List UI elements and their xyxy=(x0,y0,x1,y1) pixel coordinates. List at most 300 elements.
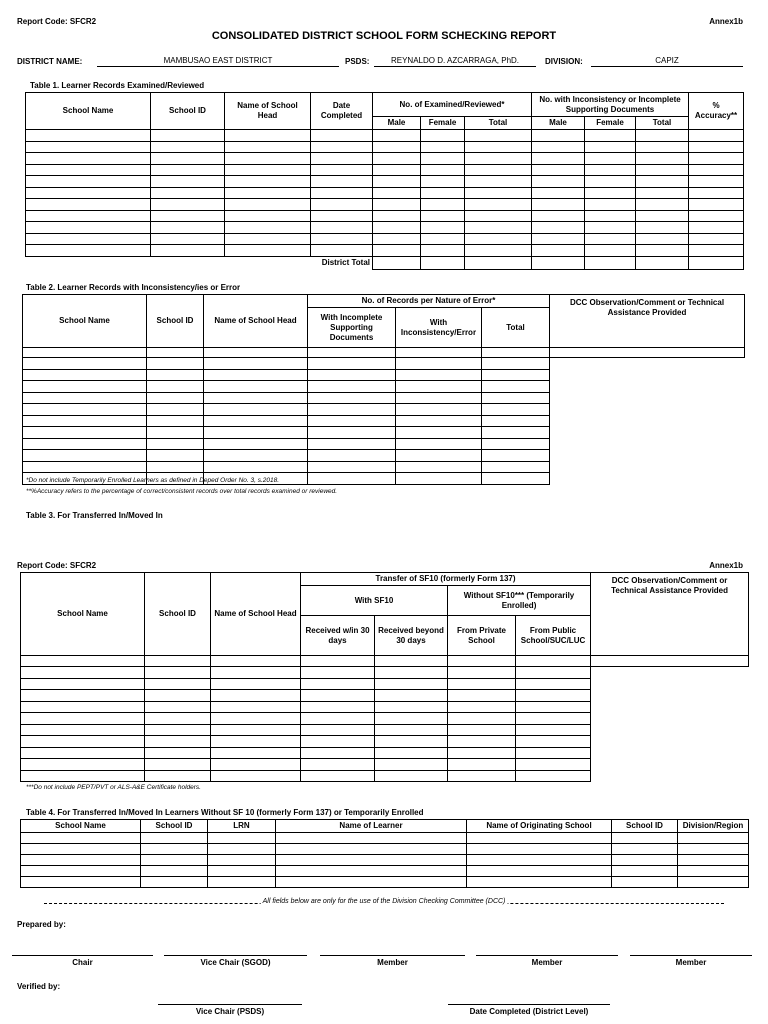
t2-cell[interactable] xyxy=(147,461,204,473)
t3-cell[interactable] xyxy=(301,736,375,748)
t3-cell[interactable] xyxy=(375,713,448,725)
t3-cell[interactable] xyxy=(211,678,301,690)
t1-cell[interactable] xyxy=(421,164,465,176)
t1-cell[interactable] xyxy=(585,130,636,142)
t1-cell[interactable] xyxy=(373,130,421,142)
t1-cell[interactable] xyxy=(373,153,421,165)
t2-cell[interactable] xyxy=(396,427,482,439)
t1-cell[interactable] xyxy=(532,233,585,245)
t1-cell[interactable] xyxy=(311,141,373,153)
t1-cell[interactable] xyxy=(421,245,465,257)
t1-cell[interactable] xyxy=(689,245,744,257)
t3-cell[interactable] xyxy=(145,678,211,690)
t2-cell[interactable] xyxy=(23,348,147,358)
t1-cell[interactable] xyxy=(373,187,421,199)
t1-cell[interactable] xyxy=(311,245,373,257)
t1-cell[interactable] xyxy=(151,141,225,153)
t1-cell[interactable] xyxy=(689,187,744,199)
t1-cell[interactable] xyxy=(421,153,465,165)
t2-cell[interactable] xyxy=(396,369,482,381)
t4-cell[interactable] xyxy=(678,866,749,877)
t1-cell[interactable] xyxy=(585,187,636,199)
t3-cell[interactable] xyxy=(516,736,591,748)
t3-cell[interactable] xyxy=(448,667,516,679)
t1-cell[interactable] xyxy=(532,187,585,199)
t2-cell[interactable] xyxy=(396,392,482,404)
t3-cell[interactable] xyxy=(516,713,591,725)
t1-cell[interactable] xyxy=(225,141,311,153)
t2-cell[interactable] xyxy=(308,450,396,462)
t1-cell[interactable] xyxy=(421,199,465,211)
t1-cell[interactable] xyxy=(532,130,585,142)
t1-cell[interactable] xyxy=(636,210,689,222)
t3-cell[interactable] xyxy=(211,713,301,725)
t2-cell[interactable] xyxy=(308,358,396,370)
t1-cell[interactable] xyxy=(26,141,151,153)
t3-cell[interactable] xyxy=(375,678,448,690)
t4-cell[interactable] xyxy=(678,833,749,844)
t1-cell[interactable] xyxy=(421,176,465,188)
t3-cell[interactable] xyxy=(301,724,375,736)
t1-cell[interactable] xyxy=(636,233,689,245)
t1-cell[interactable] xyxy=(26,222,151,234)
t2-cell[interactable] xyxy=(204,427,308,439)
t2-cell[interactable] xyxy=(308,427,396,439)
t3-cell[interactable] xyxy=(21,736,145,748)
t2-cell[interactable] xyxy=(23,415,147,427)
t2-cell[interactable] xyxy=(147,348,204,358)
t1-cell[interactable] xyxy=(465,153,532,165)
t3-cell[interactable] xyxy=(375,701,448,713)
t3-cell[interactable] xyxy=(145,713,211,725)
t2-cell[interactable] xyxy=(23,381,147,393)
t1-cell[interactable] xyxy=(465,199,532,211)
t3-dcc-cell[interactable] xyxy=(591,656,749,667)
t2-cell[interactable] xyxy=(308,473,396,485)
t1-cell[interactable] xyxy=(465,176,532,188)
t2-cell[interactable] xyxy=(308,461,396,473)
t3-cell[interactable] xyxy=(301,770,375,782)
t3-cell[interactable] xyxy=(211,724,301,736)
t2-cell[interactable] xyxy=(147,358,204,370)
t4-cell[interactable] xyxy=(141,866,208,877)
t1-cell[interactable] xyxy=(636,153,689,165)
t3-cell[interactable] xyxy=(516,759,591,771)
t1-cell[interactable] xyxy=(151,222,225,234)
t1-cell[interactable] xyxy=(151,245,225,257)
t4-cell[interactable] xyxy=(612,844,678,855)
t1-cell[interactable] xyxy=(421,210,465,222)
t2-cell[interactable] xyxy=(147,381,204,393)
t2-cell[interactable] xyxy=(308,438,396,450)
t4-cell[interactable] xyxy=(612,866,678,877)
t3-cell[interactable] xyxy=(516,747,591,759)
t4-cell[interactable] xyxy=(467,844,612,855)
t3-cell[interactable] xyxy=(301,701,375,713)
t1-cell[interactable] xyxy=(689,176,744,188)
t1-cell[interactable] xyxy=(532,199,585,211)
t3-cell[interactable] xyxy=(145,690,211,702)
t1-cell[interactable] xyxy=(373,233,421,245)
t3-cell[interactable] xyxy=(448,656,516,667)
t1-cell[interactable] xyxy=(421,141,465,153)
t2-cell[interactable] xyxy=(396,450,482,462)
t1-cell[interactable] xyxy=(636,222,689,234)
t1-cell[interactable] xyxy=(532,141,585,153)
t1-cell[interactable] xyxy=(689,130,744,142)
t1-cell[interactable] xyxy=(26,210,151,222)
t3-cell[interactable] xyxy=(516,667,591,679)
t3-cell[interactable] xyxy=(145,667,211,679)
t2-cell[interactable] xyxy=(204,348,308,358)
t1-cell[interactable] xyxy=(373,222,421,234)
t1-cell[interactable] xyxy=(26,245,151,257)
t3-cell[interactable] xyxy=(211,701,301,713)
t1-cell[interactable] xyxy=(465,187,532,199)
t3-cell[interactable] xyxy=(301,747,375,759)
t2-cell[interactable] xyxy=(482,348,550,358)
t1-cell[interactable] xyxy=(373,245,421,257)
t1-cell[interactable] xyxy=(636,187,689,199)
t3-cell[interactable] xyxy=(375,736,448,748)
t2-cell[interactable] xyxy=(147,438,204,450)
t1-cell[interactable] xyxy=(465,164,532,176)
t2-cell[interactable] xyxy=(308,381,396,393)
t4-cell[interactable] xyxy=(141,833,208,844)
t3-cell[interactable] xyxy=(145,759,211,771)
t1-cell[interactable] xyxy=(151,130,225,142)
t1-total-cell[interactable] xyxy=(421,256,465,269)
t1-cell[interactable] xyxy=(373,176,421,188)
t3-cell[interactable] xyxy=(145,656,211,667)
t3-cell[interactable] xyxy=(516,656,591,667)
t3-cell[interactable] xyxy=(301,759,375,771)
t2-cell[interactable] xyxy=(147,450,204,462)
t1-cell[interactable] xyxy=(151,199,225,211)
t3-cell[interactable] xyxy=(448,770,516,782)
t3-cell[interactable] xyxy=(301,690,375,702)
t1-cell[interactable] xyxy=(585,176,636,188)
t3-cell[interactable] xyxy=(516,701,591,713)
t3-cell[interactable] xyxy=(145,770,211,782)
t1-cell[interactable] xyxy=(26,176,151,188)
t4-cell[interactable] xyxy=(21,866,141,877)
t3-cell[interactable] xyxy=(375,759,448,771)
t1-cell[interactable] xyxy=(465,233,532,245)
t1-cell[interactable] xyxy=(585,222,636,234)
t3-cell[interactable] xyxy=(145,736,211,748)
t1-total-cell[interactable] xyxy=(532,256,585,269)
t2-cell[interactable] xyxy=(204,415,308,427)
t2-cell[interactable] xyxy=(204,369,308,381)
t4-cell[interactable] xyxy=(612,877,678,888)
t1-cell[interactable] xyxy=(689,153,744,165)
t3-cell[interactable] xyxy=(301,667,375,679)
t2-cell[interactable] xyxy=(396,415,482,427)
t2-cell[interactable] xyxy=(308,404,396,416)
t4-cell[interactable] xyxy=(276,855,467,866)
t1-cell[interactable] xyxy=(311,164,373,176)
t3-cell[interactable] xyxy=(375,770,448,782)
t1-cell[interactable] xyxy=(532,245,585,257)
t3-cell[interactable] xyxy=(21,667,145,679)
t4-cell[interactable] xyxy=(678,844,749,855)
t3-cell[interactable] xyxy=(145,701,211,713)
t3-cell[interactable] xyxy=(375,690,448,702)
t1-cell[interactable] xyxy=(311,187,373,199)
t1-cell[interactable] xyxy=(585,245,636,257)
t3-cell[interactable] xyxy=(301,656,375,667)
t4-cell[interactable] xyxy=(612,833,678,844)
t3-cell[interactable] xyxy=(145,747,211,759)
t2-cell[interactable] xyxy=(308,369,396,381)
t1-cell[interactable] xyxy=(636,164,689,176)
t1-cell[interactable] xyxy=(421,222,465,234)
t2-cell[interactable] xyxy=(204,392,308,404)
t2-cell[interactable] xyxy=(396,461,482,473)
t4-cell[interactable] xyxy=(467,855,612,866)
t1-cell[interactable] xyxy=(225,153,311,165)
t3-cell[interactable] xyxy=(375,667,448,679)
t3-cell[interactable] xyxy=(448,678,516,690)
t1-cell[interactable] xyxy=(311,199,373,211)
t1-cell[interactable] xyxy=(532,210,585,222)
t2-cell[interactable] xyxy=(204,404,308,416)
t2-cell[interactable] xyxy=(482,461,550,473)
t4-cell[interactable] xyxy=(467,877,612,888)
t4-cell[interactable] xyxy=(208,844,276,855)
t1-cell[interactable] xyxy=(225,233,311,245)
t1-cell[interactable] xyxy=(585,233,636,245)
t2-cell[interactable] xyxy=(482,369,550,381)
t1-cell[interactable] xyxy=(26,164,151,176)
t1-cell[interactable] xyxy=(311,233,373,245)
t1-cell[interactable] xyxy=(585,199,636,211)
t2-cell[interactable] xyxy=(23,427,147,439)
t3-cell[interactable] xyxy=(448,736,516,748)
t1-cell[interactable] xyxy=(373,199,421,211)
t1-cell[interactable] xyxy=(532,153,585,165)
t4-cell[interactable] xyxy=(141,877,208,888)
t2-cell[interactable] xyxy=(147,415,204,427)
t1-total-cell[interactable] xyxy=(636,256,689,269)
t2-cell[interactable] xyxy=(482,427,550,439)
t1-cell[interactable] xyxy=(151,164,225,176)
t1-cell[interactable] xyxy=(26,153,151,165)
t1-cell[interactable] xyxy=(26,199,151,211)
t3-cell[interactable] xyxy=(448,713,516,725)
t2-cell[interactable] xyxy=(147,404,204,416)
t3-cell[interactable] xyxy=(448,759,516,771)
t3-cell[interactable] xyxy=(21,713,145,725)
t1-total-cell[interactable] xyxy=(689,256,744,269)
t2-cell[interactable] xyxy=(396,473,482,485)
t4-cell[interactable] xyxy=(467,866,612,877)
t2-cell[interactable] xyxy=(23,369,147,381)
t1-cell[interactable] xyxy=(26,233,151,245)
t3-cell[interactable] xyxy=(375,747,448,759)
t2-cell[interactable] xyxy=(204,450,308,462)
t1-cell[interactable] xyxy=(421,187,465,199)
t1-cell[interactable] xyxy=(465,210,532,222)
t1-cell[interactable] xyxy=(421,130,465,142)
t4-cell[interactable] xyxy=(612,855,678,866)
t4-cell[interactable] xyxy=(208,877,276,888)
t3-cell[interactable] xyxy=(448,701,516,713)
t4-cell[interactable] xyxy=(141,844,208,855)
t3-cell[interactable] xyxy=(21,770,145,782)
t1-cell[interactable] xyxy=(465,141,532,153)
t4-cell[interactable] xyxy=(276,877,467,888)
t4-cell[interactable] xyxy=(21,833,141,844)
t1-cell[interactable] xyxy=(532,176,585,188)
t4-cell[interactable] xyxy=(208,833,276,844)
t1-cell[interactable] xyxy=(225,222,311,234)
t3-cell[interactable] xyxy=(448,747,516,759)
t4-cell[interactable] xyxy=(467,833,612,844)
t4-cell[interactable] xyxy=(21,855,141,866)
t2-cell[interactable] xyxy=(482,358,550,370)
t2-cell[interactable] xyxy=(482,392,550,404)
t2-cell[interactable] xyxy=(147,392,204,404)
t2-cell[interactable] xyxy=(23,392,147,404)
t2-cell[interactable] xyxy=(482,381,550,393)
t1-cell[interactable] xyxy=(26,187,151,199)
t1-cell[interactable] xyxy=(465,245,532,257)
t3-cell[interactable] xyxy=(375,656,448,667)
t1-cell[interactable] xyxy=(225,199,311,211)
t3-cell[interactable] xyxy=(301,678,375,690)
t3-cell[interactable] xyxy=(211,667,301,679)
t3-cell[interactable] xyxy=(21,724,145,736)
t2-cell[interactable] xyxy=(204,461,308,473)
t2-dcc-cell[interactable] xyxy=(550,348,745,358)
t3-cell[interactable] xyxy=(21,759,145,771)
t3-cell[interactable] xyxy=(145,724,211,736)
t3-cell[interactable] xyxy=(516,724,591,736)
t2-cell[interactable] xyxy=(482,404,550,416)
t1-cell[interactable] xyxy=(636,245,689,257)
t1-cell[interactable] xyxy=(636,176,689,188)
t2-cell[interactable] xyxy=(308,392,396,404)
t1-cell[interactable] xyxy=(311,210,373,222)
t3-cell[interactable] xyxy=(21,701,145,713)
t4-cell[interactable] xyxy=(276,844,467,855)
t1-cell[interactable] xyxy=(311,222,373,234)
t1-cell[interactable] xyxy=(689,210,744,222)
t3-cell[interactable] xyxy=(375,724,448,736)
t4-cell[interactable] xyxy=(208,855,276,866)
t1-cell[interactable] xyxy=(636,199,689,211)
t3-cell[interactable] xyxy=(211,736,301,748)
t2-cell[interactable] xyxy=(308,415,396,427)
t1-cell[interactable] xyxy=(373,141,421,153)
t1-cell[interactable] xyxy=(689,233,744,245)
t3-cell[interactable] xyxy=(211,759,301,771)
t2-cell[interactable] xyxy=(482,450,550,462)
t2-cell[interactable] xyxy=(204,438,308,450)
t1-cell[interactable] xyxy=(151,210,225,222)
t2-cell[interactable] xyxy=(482,473,550,485)
t2-cell[interactable] xyxy=(482,438,550,450)
t1-cell[interactable] xyxy=(311,130,373,142)
t2-cell[interactable] xyxy=(396,438,482,450)
t4-cell[interactable] xyxy=(21,877,141,888)
t2-cell[interactable] xyxy=(147,427,204,439)
t1-cell[interactable] xyxy=(373,164,421,176)
t3-cell[interactable] xyxy=(516,690,591,702)
t1-cell[interactable] xyxy=(151,233,225,245)
t1-cell[interactable] xyxy=(585,141,636,153)
t2-cell[interactable] xyxy=(396,358,482,370)
t2-cell[interactable] xyxy=(396,348,482,358)
t3-cell[interactable] xyxy=(21,747,145,759)
t3-cell[interactable] xyxy=(21,690,145,702)
t2-cell[interactable] xyxy=(23,404,147,416)
t1-total-cell[interactable] xyxy=(373,256,421,269)
t1-cell[interactable] xyxy=(225,176,311,188)
t2-cell[interactable] xyxy=(396,404,482,416)
t2-cell[interactable] xyxy=(147,369,204,381)
t1-cell[interactable] xyxy=(26,130,151,142)
t1-cell[interactable] xyxy=(585,153,636,165)
t4-cell[interactable] xyxy=(678,877,749,888)
t1-cell[interactable] xyxy=(151,187,225,199)
t3-cell[interactable] xyxy=(21,678,145,690)
t1-cell[interactable] xyxy=(636,141,689,153)
t1-cell[interactable] xyxy=(689,199,744,211)
t3-cell[interactable] xyxy=(448,724,516,736)
t3-cell[interactable] xyxy=(448,690,516,702)
t1-cell[interactable] xyxy=(225,164,311,176)
t1-cell[interactable] xyxy=(373,210,421,222)
t1-cell[interactable] xyxy=(151,153,225,165)
t1-cell[interactable] xyxy=(421,233,465,245)
t2-cell[interactable] xyxy=(482,415,550,427)
t4-cell[interactable] xyxy=(276,833,467,844)
t3-cell[interactable] xyxy=(211,656,301,667)
t1-total-cell[interactable] xyxy=(465,256,532,269)
t2-cell[interactable] xyxy=(396,381,482,393)
t3-cell[interactable] xyxy=(21,656,145,667)
t1-cell[interactable] xyxy=(311,153,373,165)
t1-cell[interactable] xyxy=(585,164,636,176)
t4-cell[interactable] xyxy=(21,844,141,855)
t2-cell[interactable] xyxy=(23,450,147,462)
t3-cell[interactable] xyxy=(211,747,301,759)
t4-cell[interactable] xyxy=(208,866,276,877)
t2-cell[interactable] xyxy=(204,381,308,393)
t3-cell[interactable] xyxy=(211,690,301,702)
t1-cell[interactable] xyxy=(689,164,744,176)
t2-cell[interactable] xyxy=(23,358,147,370)
t2-cell[interactable] xyxy=(204,358,308,370)
t1-cell[interactable] xyxy=(689,222,744,234)
t1-cell[interactable] xyxy=(151,176,225,188)
t1-cell[interactable] xyxy=(585,210,636,222)
t1-total-cell[interactable] xyxy=(585,256,636,269)
t1-cell[interactable] xyxy=(311,176,373,188)
t1-cell[interactable] xyxy=(465,222,532,234)
t1-cell[interactable] xyxy=(636,130,689,142)
t1-cell[interactable] xyxy=(465,130,532,142)
t1-cell[interactable] xyxy=(225,187,311,199)
t4-cell[interactable] xyxy=(678,855,749,866)
t3-cell[interactable] xyxy=(516,678,591,690)
t4-cell[interactable] xyxy=(141,855,208,866)
t1-cell[interactable] xyxy=(225,245,311,257)
t1-cell[interactable] xyxy=(225,210,311,222)
